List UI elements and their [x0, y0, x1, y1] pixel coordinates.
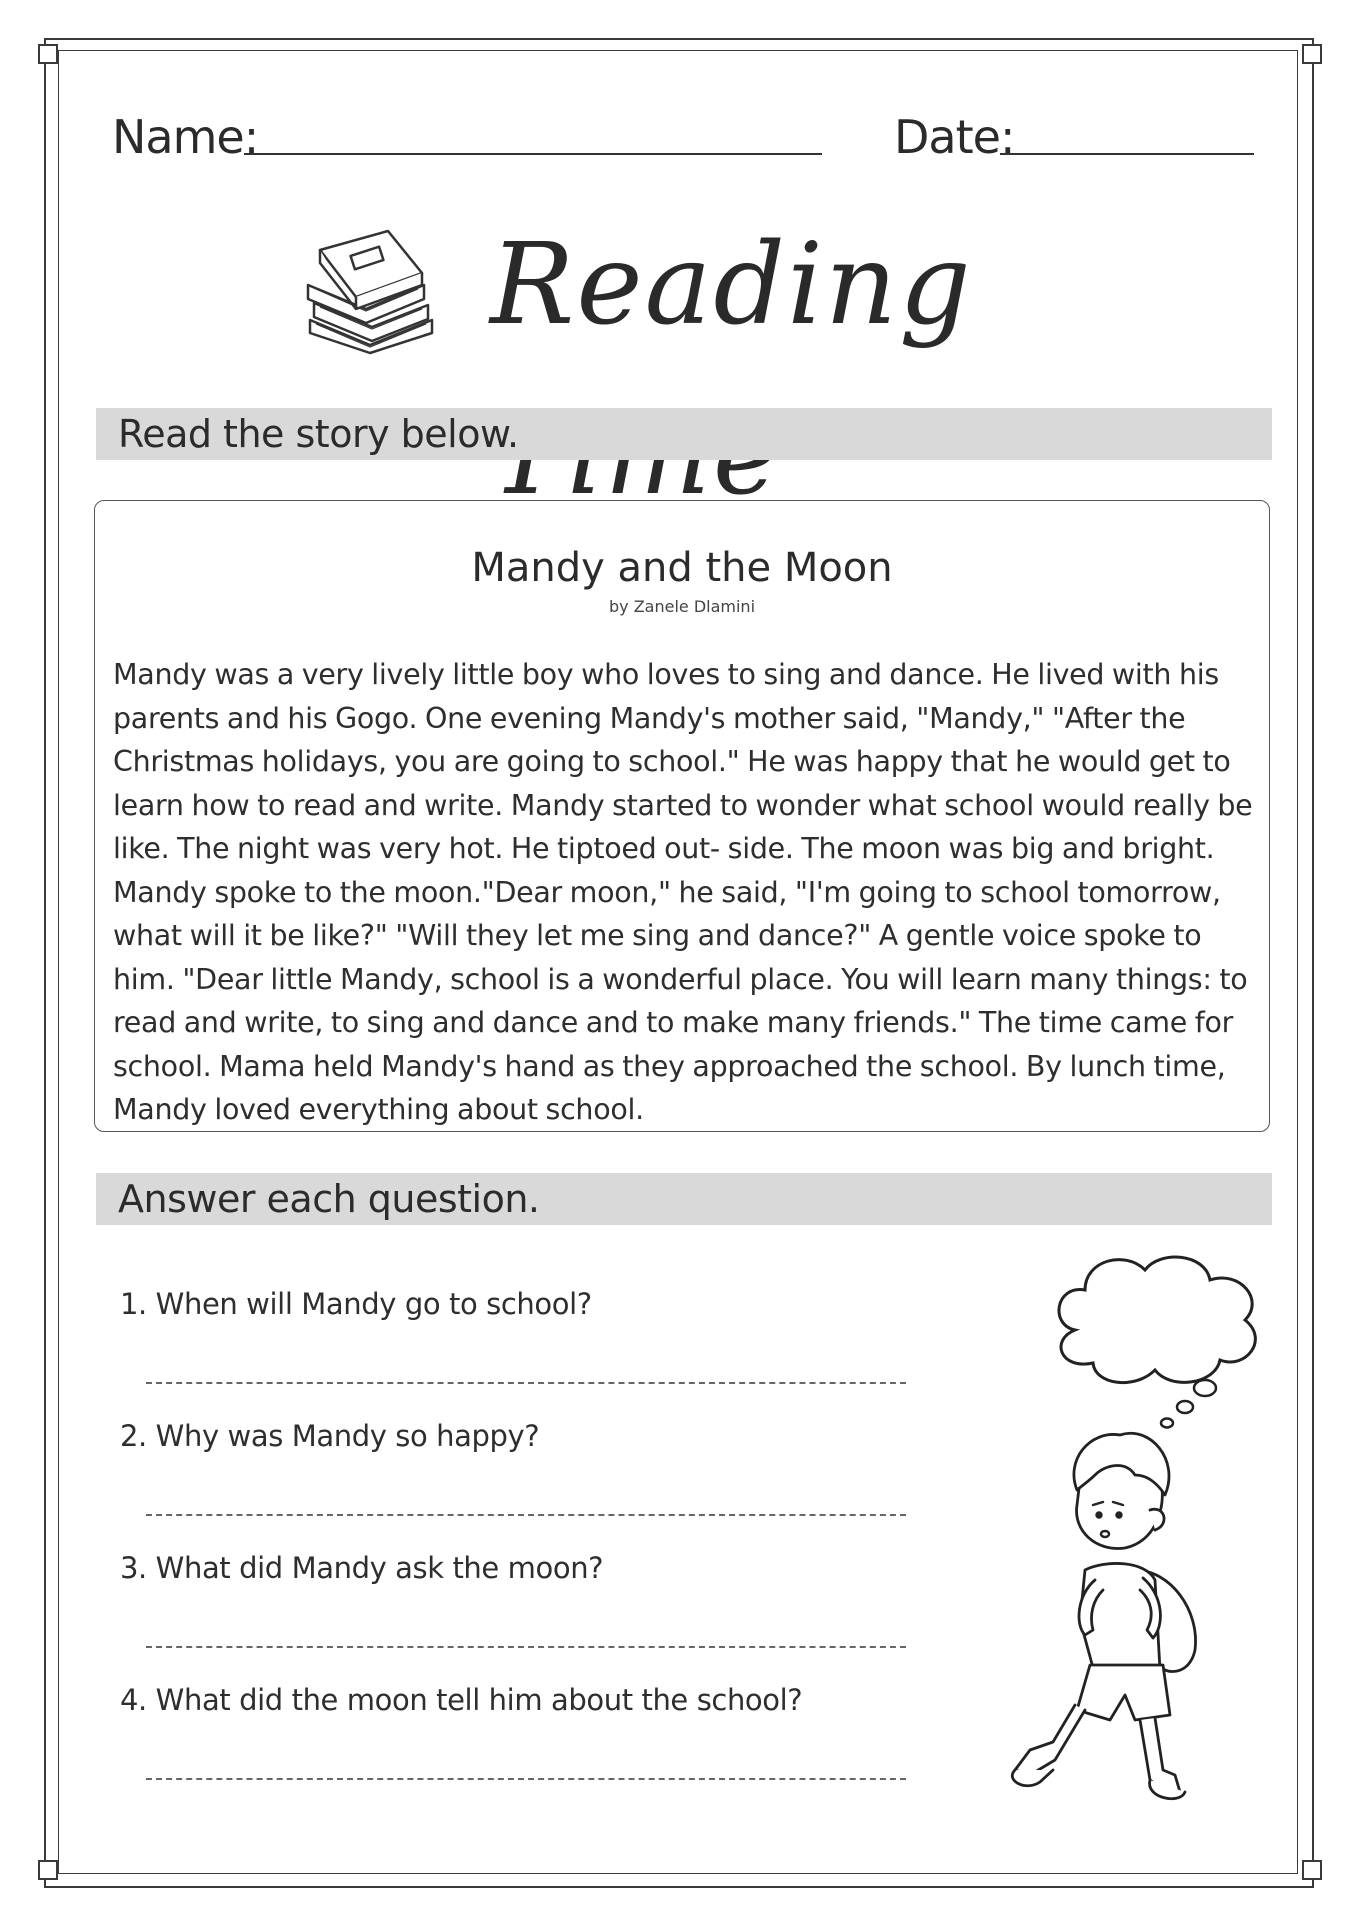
question-2: 2. Why was Mandy so happy? — [120, 1419, 540, 1453]
answer-line-3[interactable] — [146, 1646, 906, 1648]
story-title: Mandy and the Moon — [471, 545, 893, 591]
section-header-answer — [96, 1173, 1272, 1225]
boy-illustration — [985, 1420, 1225, 1810]
answer-line-2[interactable] — [146, 1514, 906, 1516]
story-author: by Zanele Dlamini — [608, 597, 756, 616]
page-title: Reading — [490, 220, 973, 350]
date-label: Date: — [894, 110, 1015, 164]
name-label: Name: — [112, 110, 259, 164]
section-header-read-text: Read the story below. — [118, 412, 519, 456]
answer-line-1[interactable] — [146, 1382, 906, 1384]
date-input-line[interactable] — [1000, 153, 1254, 155]
name-field[interactable] — [112, 110, 258, 164]
corner-ornament — [1302, 44, 1322, 64]
section-header-answer-text: Answer each question. — [118, 1177, 540, 1221]
books-icon — [300, 225, 440, 355]
thought-cloud-icon — [1045, 1245, 1275, 1445]
story-text: Mandy was a very lively little boy who loves to sing and dance. He lived with his parents and his Gogo. One evening Mandy's mother said, "Mandy," "After the Christmas holidays, you are going to school." He was happy that he would get to learn how to read and write. Mandy started to wonder what school would really be like. The night was very hot. He tiptoed out- side. The moon was big and bright. Mandy spoke to the moon."Dear moon," he said, "I'm going to school tomorrow, what will it be like?" "Will they let me sing and dance?" A gentle voice spoke to him. "Dear little Mandy, school is a wonderful place. You will learn many things: to read and write, to sing and dance and to make many friends." The time came for school. Mama held Mandy's hand as they approached the school. By lunch time, Mandy loved everything about school. — [113, 658, 1253, 1126]
date-field[interactable] — [894, 110, 1014, 164]
answer-line-4[interactable] — [146, 1778, 906, 1780]
question-4: 4. What did the moon tell him about the school? — [120, 1683, 803, 1717]
name-input-line[interactable] — [244, 153, 822, 155]
section-header-read — [96, 408, 1272, 460]
corner-ornament — [1302, 1860, 1322, 1880]
corner-ornament — [38, 44, 58, 64]
question-1: 1. When will Mandy go to school? — [120, 1287, 592, 1321]
corner-ornament — [38, 1860, 58, 1880]
question-3: 3. What did Mandy ask the moon? — [120, 1551, 604, 1585]
story-box — [94, 500, 1270, 1132]
